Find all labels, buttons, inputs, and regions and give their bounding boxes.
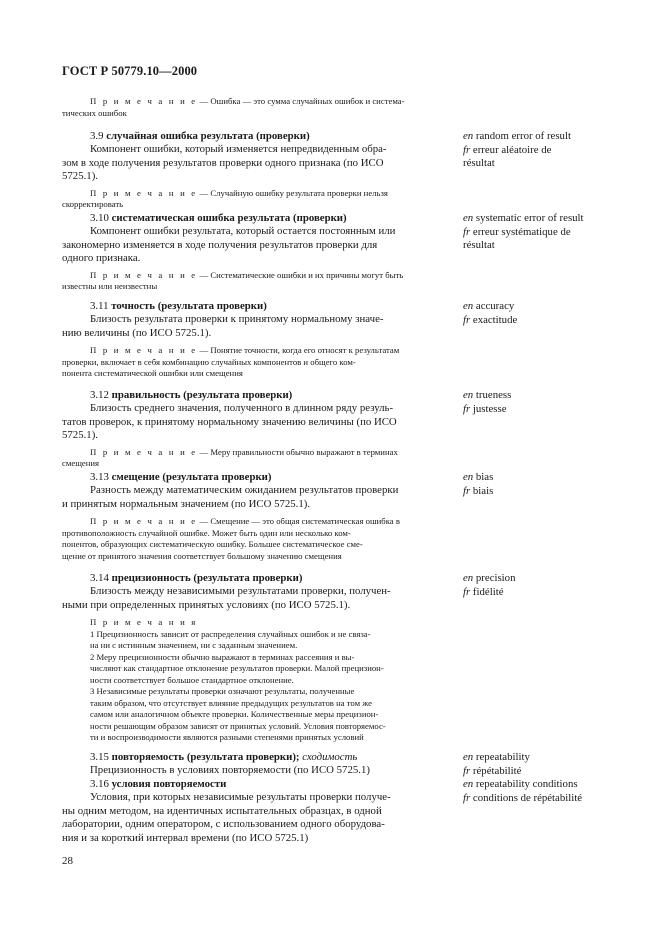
note-top: П р и м е ч а н и е — Ошибка — это сумма случайных ошибок и система- тических ошибок — [62, 96, 405, 118]
entry-3-9: 3.9 случайная ошибка результата (проверки) Компонент ошибки, который изменяется непредвиденным обра- зом в ходе получения результатов проверки одного признака (по ИСО 5725.1). П р и м е ч а н и е — Случайную ошибку результата проверки нельзя скорректировать — [90, 130, 446, 211]
glossary-3-16: en repeatability conditions fr conditions de répétabilité — [463, 778, 583, 804]
note: П р и м е ч а н и е — Понятие точности, когда его относят к результатам — [90, 345, 400, 356]
notes-list: П р и м е ч а н и я 1 Прецизионность зависит от распределения случайных ошибок и не связа- на ни с истинным значением, ни с заданным значением. 2 Меру прецизионности обычно выражают в терминах рассеяния и вы- числяют как стандартное отклонение результатов проверки. Малой прецизион- ности соответствует большое стандартное отклонение. 3 Независимые результаты проверки означают результаты, полученные таким образом, что отсутствует влияние предыдущих результатов на том же самом или аналогичном объекте проверки. Количественные меры прецизион- ности решающим образом зависят от принятых условий. Условия повторяемос- ти и воспроизводимости являются разными степенями принятых условий — [90, 617, 386, 743]
entry-3-10: 3.10 систематическая ошибка результата (проверки) Компонент ошибки результата, который остается постоянным или закономерно изменяется в ходе получения результатов проверки для одного признака. П р и м е ч а н и е — Систематические ошибки и их причины могут быть известны или неизвестны — [90, 212, 446, 293]
entry-3-13: 3.13 смещение (результата проверки) Разность между математическим ожиданием результатов проверки и принятым нормальным значением (по ИСО 5725.1). П р и м е ч а н и е — Смещение — это общая систематическая ошибка в противоположность случайной ошибке. Может быть один или несколько ком- понентов, образующих систематическую ошибку. Большее систематическое сме- щение от принятого значения соответствует большому значению смещения — [90, 471, 446, 562]
entry-3-16: 3.16 условия повторяемости Условия, при которых независимые результаты проверки получе- ны одним методом, на идентичных испытательных образцах, в одной лаборатории, одним оператором, с использованием одного оборудова- ния и за короткий интервал времени (по ИСО 5725.1) — [62, 778, 391, 844]
note: П р и м е ч а н и е — Меру правильности обычно выражают в терминах — [90, 446, 398, 457]
glossary-3-15: en repeatability fr répétabilité — [463, 751, 530, 777]
entry-3-12: 3.12 правильность (результата проверки) Близость среднего значения, полученного в длинном ряду резуль- татов проверок, к принятому нормальному значению величины (по ИСО 5725.1). П р и м е ч а н и е — Меру правильности обычно выражают в терминах смещения — [90, 389, 446, 470]
note: П р и м е ч а н и е — Случайную ошибку результата проверки нельзя — [90, 187, 388, 198]
term-title: условия повторяемости — [111, 778, 227, 790]
entry-3-14: 3.14 прецизионность (результата проверки) Близость между независимыми результатами проверки, получен- ными при определенных принятых условиях (по ИСО 5725.1). П р и м е ч а н и я 1 Прецизионность зависит от распределения случайных ошибок и не связа- на ни с истинным значением, ни с заданным значением. 2 Меру прецизионности обычно выражают в терминах рассеяния и вы- числяют как стандартное отклонение результатов проверки. Малой прецизион- ности соответствует большое стандартное отклонение. 3 Независимые результаты проверки означают результаты, полученные таким образом, что отсутствует влияние предыдущих результатов на том же самом или аналогичном объекте проверки. Количественные меры прецизион- ности решающим образом зависят от принятых условий. Условия повторяемос- ти и воспроизводимости являются разными степенями принятых условий — [90, 572, 446, 744]
term-title: смещение (результата проверки) — [111, 471, 272, 483]
term-title: прецизионность (результата проверки) — [111, 572, 303, 584]
note: П р и м е ч а н и е — Систематические ошибки и их причины могут быть — [90, 269, 404, 280]
glossary-3-14: en precision fr fidélité — [463, 572, 516, 598]
glossary-3-13: en bias fr biais — [463, 471, 494, 497]
note: П р и м е ч а н и е — Смещение — это общая систематическая ошибка в — [90, 516, 400, 527]
term-synonym: сходимость — [302, 751, 358, 763]
term-title: повторяемость (результата проверки); — [111, 751, 300, 763]
glossary-3-10: en systematic error of result fr erreur systématique de résultat — [463, 212, 584, 252]
page-number: 28 — [62, 855, 73, 867]
glossary-3-11: en accuracy fr exactitude — [463, 300, 518, 326]
glossary-3-12: en trueness fr justesse — [463, 389, 512, 415]
term-title: случайная ошибка результата (проверки) — [106, 130, 310, 142]
document-header: ГОСТ Р 50779.10—2000 — [62, 64, 198, 78]
term-title: систематическая ошибка результата (проверки) — [111, 212, 347, 224]
entry-3-15: 3.15 повторяемость (результата проверки); сходимость Прецизионность в условиях повторяемости (по ИСО 5725.1) — [90, 751, 370, 776]
term-title: правильность (результата проверки) — [111, 389, 293, 401]
entry-3-11: 3.11 точность (результата проверки) Близость результата проверки к принятому нормальному значе- нию величины (по ИСО 5725.1). П р и м е ч а н и е — Понятие точности, когда его относят к результатам проверки, включает в себя комбинацию случайных компонентов и общего ком- понента систематической ошибки или смещения — [90, 300, 446, 380]
term-title: точность (результата проверки) — [111, 300, 267, 312]
note-label: П р и м е ч а н и е — [90, 96, 198, 106]
glossary-3-9: en random error of result fr erreur aléatoire de résultat — [463, 130, 571, 170]
